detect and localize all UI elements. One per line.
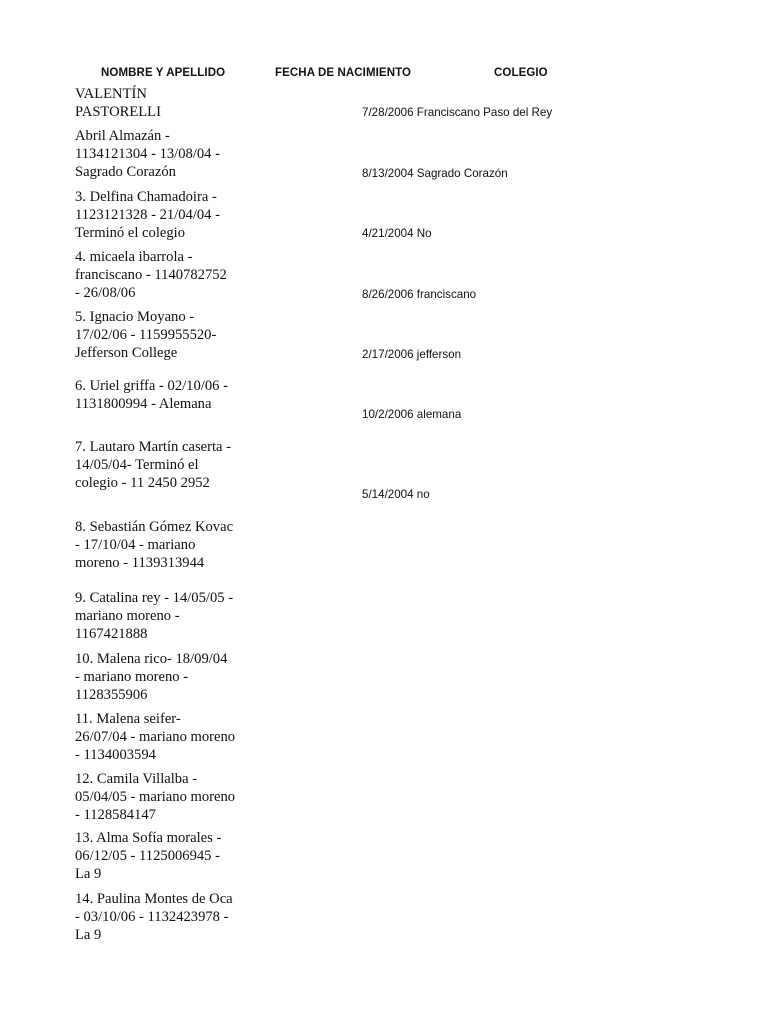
row-date-school: 10/2/2006 alemana <box>362 408 462 421</box>
row-name: Abril Almazán - 1134121304 - 13/08/04 - Sagrado Corazón <box>75 128 220 180</box>
row-name: 5. Ignacio Moyano - 17/02/06 - 1159955520- Jefferson College <box>75 309 217 361</box>
row-date-school: 5/14/2004 no <box>362 488 430 501</box>
row-name: 11. Malena seifer- 26/07/04 - mariano moreno - 1134003594 <box>75 711 236 763</box>
row-date-school: 8/13/2004 Sagrado Corazón <box>362 167 508 180</box>
row-name: 8. Sebastián Gómez Kovac - 17/10/04 - mariano moreno - 1139313944 <box>75 519 234 571</box>
header-school: COLEGIO <box>494 67 548 79</box>
row-name: 3. Delfina Chamadoira - 1123121328 - 21/04/04 - Terminó el colegio <box>75 189 220 241</box>
row-name: 4. micaela ibarrola - franciscano - 1140782752 - 26/08/06 <box>75 249 227 301</box>
header-birthdate: FECHA DE NACIMIENTO <box>275 67 412 79</box>
row-name: 10. Malena rico- 18/09/04 - mariano moreno - 1128355906 <box>75 651 228 703</box>
row-name: 6. Uriel griffa - 02/10/06 - 1131800994 - Alemana <box>75 378 228 412</box>
row-name: 13. Alma Sofía morales - 06/12/05 - 1125006945 - La 9 <box>75 830 222 882</box>
row-name: 7. Lautaro Martín caserta - 14/05/04- Terminó el colegio - 11 2450 2952 <box>75 439 231 491</box>
header-name: NOMBRE Y APELLIDO <box>101 67 226 79</box>
row-name: 12. Camila Villalba - 05/04/05 - mariano moreno - 1128584147 <box>75 771 236 823</box>
row-date-school: 4/21/2004 No <box>362 227 432 240</box>
row-name: VALENTÍN PASTORELLI <box>75 86 161 120</box>
row-name: 9. Catalina rey - 14/05/05 - mariano moreno - 1167421888 <box>75 590 234 642</box>
row-name: 14. Paulina Montes de Oca - 03/10/06 - 1132423978 - La 9 <box>75 891 233 943</box>
row-date-school: 7/28/2006 Franciscano Paso del Rey <box>362 106 553 119</box>
row-date-school: 2/17/2006 jefferson <box>362 348 462 361</box>
row-date-school: 8/26/2006 franciscano <box>362 288 477 301</box>
